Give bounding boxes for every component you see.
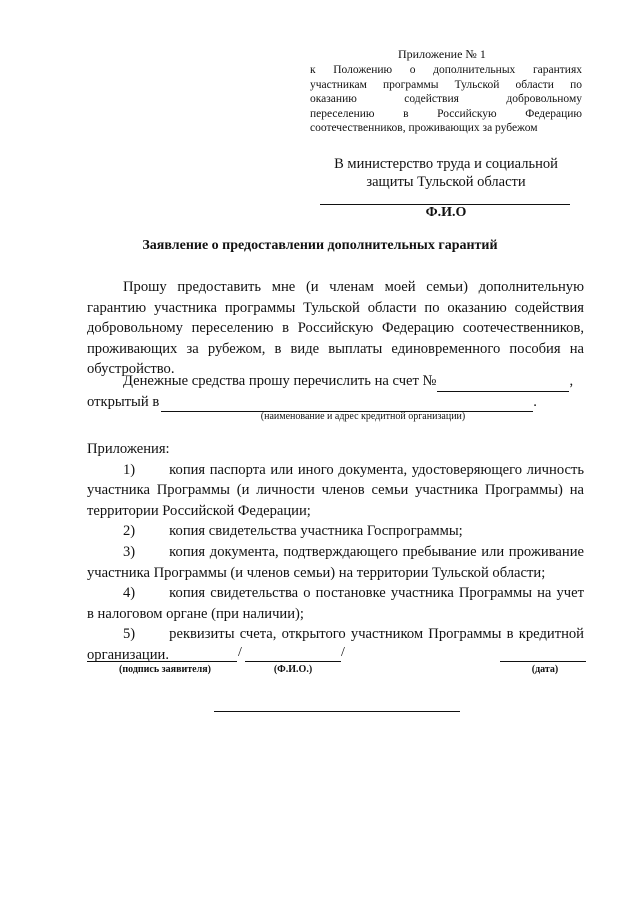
bank-label: открытый в — [87, 393, 160, 410]
list-item-text: копия свидетельства о постановке участника Программы на учет в налоговом органе (при наличии); — [87, 585, 584, 622]
list-item-text: реквизиты счета, открытого участником Программы в кредитной организации. — [87, 626, 584, 663]
account-number-label: Денежные средства прошу перечислить на счет № — [123, 373, 437, 389]
date-label: (дата) — [531, 664, 559, 675]
signature-slash: / — [341, 645, 345, 660]
list-item — [87, 460, 584, 522]
appendix-line: соотечественников, проживающих за рубежом — [310, 122, 538, 135]
bank-row — [87, 392, 584, 413]
account-comma: , — [569, 373, 574, 389]
signature-label: (подпись заявителя) — [119, 664, 211, 675]
list-item-text: копия свидетельства участника Госпрограммы; — [169, 523, 463, 540]
addressee-line: защиты Тульской области — [366, 174, 526, 190]
account-number-field[interactable] — [437, 375, 569, 392]
bank-field-note: (наименование и адрес кредитной организации) — [260, 411, 466, 422]
appendix-line: к Положению о дополнительных гарантиях — [310, 64, 582, 76]
attachments-list — [87, 439, 584, 666]
list-item-number: 4) — [123, 585, 136, 602]
list-item-text: копия документа, подтверждающего пребывание или проживание участника Программы (и членов семьи) на территории Тульской области; — [87, 543, 584, 581]
signature-slash: / — [238, 645, 242, 660]
list-item-text: копия паспорта или иного документа, удостоверяющего личность участника Программы (и личности членов семьи участника Программы) на территории Российской Федерации; — [87, 461, 584, 519]
list-item-number: 1) — [123, 461, 136, 478]
appendix-line: оказанию содействия добровольному — [310, 93, 582, 106]
appendix-reference — [310, 63, 582, 136]
attachments-heading: Приложения: — [87, 441, 170, 457]
signature-field[interactable] — [87, 661, 237, 662]
signature-fio-field[interactable] — [245, 661, 341, 662]
bank-name-field[interactable] — [161, 395, 533, 412]
list-item — [87, 521, 584, 542]
bank-period: . — [533, 393, 537, 410]
list-item — [87, 624, 584, 665]
list-item — [87, 542, 584, 583]
list-item-number: 2) — [123, 523, 136, 540]
list-item-number: 5) — [123, 626, 136, 643]
appendix-line: участникам программы Тульской области по — [310, 78, 582, 91]
addressee — [320, 155, 572, 191]
request-paragraph: Прошу предоставить мне (и членам моей семьи) дополнительную гарантию участника программы Тульской области по оказанию содействия добровольному переселению в Российскую Федерацию соотечественников, проживающих за рубежом, в виде выплаты единовременного пособия на обустройство. — [87, 279, 584, 378]
appendix-line: переселению в Российскую Федерацию — [310, 107, 582, 120]
list-item — [87, 583, 584, 624]
addressee-line: В министерство труда и социальной — [334, 156, 558, 172]
bottom-divider — [214, 711, 460, 712]
applicant-name-label: Ф.И.О — [425, 205, 467, 220]
account-number-row — [87, 371, 584, 392]
document-title: Заявление о предоставлении дополнительных гарантий — [142, 238, 498, 253]
signature-fio-label: (Ф.И.О.) — [273, 664, 313, 675]
appendix-title: Приложение № 1 — [398, 47, 486, 61]
list-item-number: 3) — [123, 543, 136, 560]
date-field[interactable] — [500, 661, 586, 662]
account-block — [87, 371, 584, 412]
